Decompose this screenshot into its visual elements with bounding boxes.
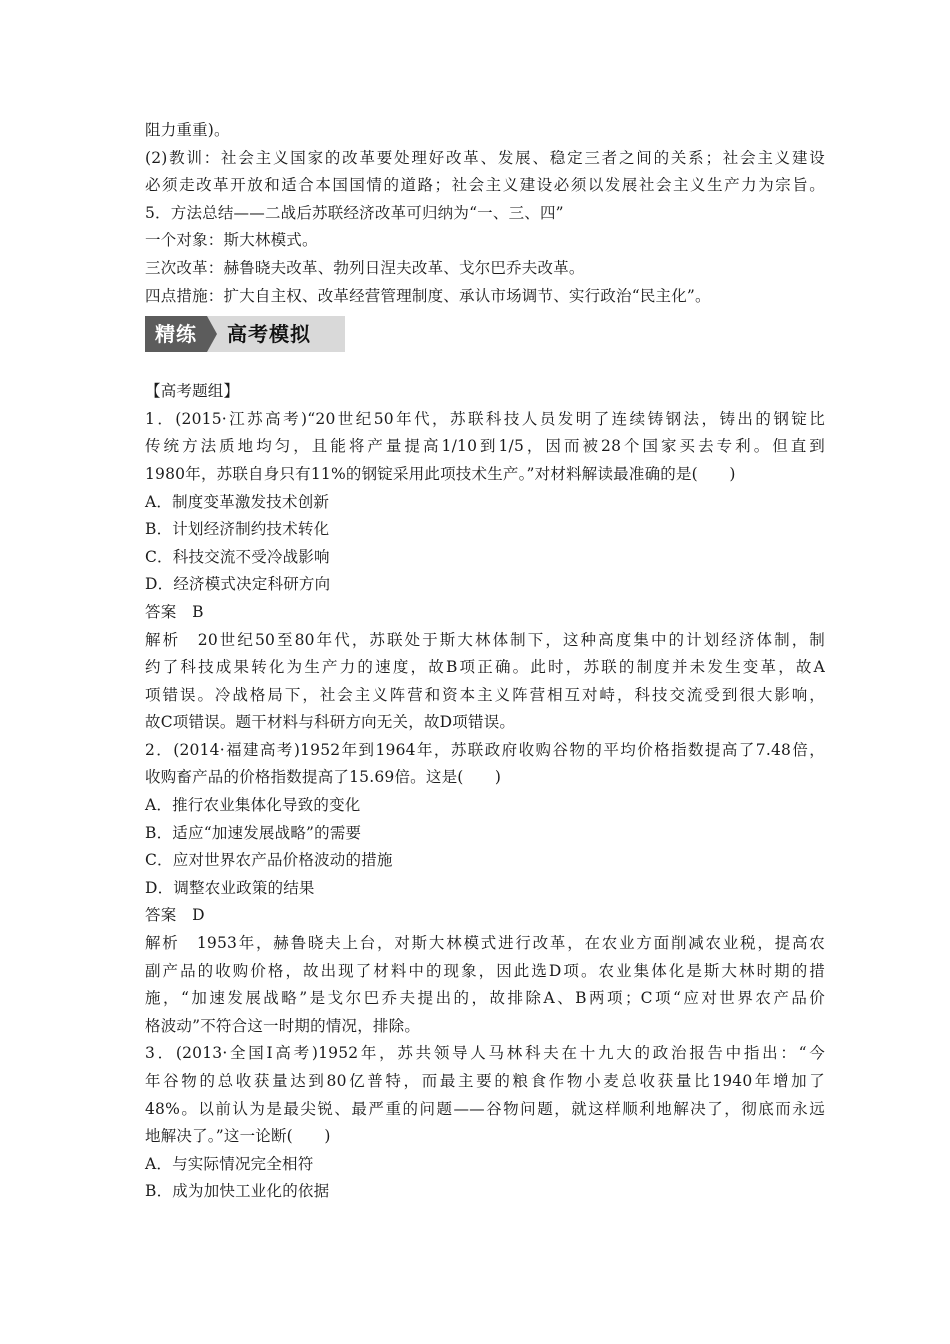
analysis-line: 施，“加速发展战略”是戈尔巴乔夫提出的，故排除A、B两项；C项“应对世界农产品价	[145, 989, 825, 1008]
banner-label-right: 高考模拟	[207, 316, 345, 352]
analysis-line: 项错误。冷战格局下，社会主义阵营和资本主义阵营相互对峙，科技交流受到很大影响，	[145, 685, 825, 704]
banner-arrow-icon	[207, 316, 217, 352]
option-b: B．适应“加速发展战略”的需要	[145, 823, 362, 842]
analysis-line: 解析 20世纪50至80年代，苏联处于斯大林体制下，这种高度集中的计划经济体制，制	[145, 630, 825, 649]
option-a: A．与实际情况完全相符	[145, 1154, 314, 1173]
option-a: A．推行农业集体化导致的变化	[145, 796, 361, 815]
section-heading: 【高考题组】	[145, 382, 240, 401]
question-stem-line: 地解决了。”这一论断( )	[145, 1127, 331, 1146]
intro-line: 阻力重重)。	[145, 121, 230, 139]
option-d: D．经济模式决定科研方向	[145, 575, 331, 594]
question-stem-line: 48%。以前认为是最尖锐、最严重的问题——谷物问题，就这样顺利地解决了，彻底而永远	[145, 1099, 825, 1118]
analysis-line: 解析 1953年，赫鲁晓夫上台，对斯大林模式进行改革，在农业方面削减农业税，提高农	[145, 934, 825, 953]
banner-label-left: 精练	[145, 316, 207, 352]
analysis-line: 故C项错误。题干材料与科研方向无关，故D项错误。	[145, 713, 516, 732]
question-stem-line: 年谷物的总收获量达到80亿普特，而最主要的粮食作物小麦总收获量比1940年增加了	[145, 1072, 825, 1090]
intro-line: 5．方法总结——二战后苏联经济改革可归纳为“一、三、四”	[145, 203, 564, 222]
section-banner	[145, 316, 345, 352]
intro-line: 一个对象：斯大林模式。	[145, 231, 318, 250]
intro-line: 必须走改革开放和适合本国国情的道路；社会主义建设必须以发展社会主义生产力为宗旨。	[145, 176, 825, 195]
analysis-line: 约了科技成果转化为生产力的速度，故B项正确。此时，苏联的制度并未发生变革，故A	[145, 658, 825, 677]
question-stem-line: 3．(2013·全国Ⅰ高考)1952年，苏共领导人马林科夫在十九大的政治报告中指出：“今	[145, 1044, 825, 1063]
question-stem-line: 1980年，苏联自身只有11%的钢锭采用此项技术生产。”对材料解读最准确的是( )	[145, 464, 736, 483]
option-a: A．制度变革激发技术创新	[145, 492, 330, 511]
intro-line: 四点措施：扩大自主权、改革经营管理制度、承认市场调节、实行政治“民主化”。	[145, 286, 711, 305]
document-page	[145, 117, 825, 1206]
analysis-line: 格波动”不符合这一时期的情况，排除。	[145, 1016, 421, 1035]
question-2	[145, 737, 825, 1041]
option-d: D．调整农业政策的结果	[145, 878, 315, 897]
question-stem-line: 1．(2015·江苏高考)“20世纪50年代，苏联科技人员发明了连续铸钢法，铸出的钢锭比	[145, 409, 825, 428]
question-3	[145, 1040, 825, 1206]
question-stem-line: 收购畜产品的价格指数提高了15.69倍。这是( )	[145, 768, 502, 787]
intro-section	[145, 117, 825, 310]
intro-line: (2)教训：社会主义国家的改革要处理好改革、发展、稳定三者之间的关系；社会主义建设	[145, 148, 825, 167]
analysis-line: 副产品的收购价格，故出现了材料中的现象，因此选D项。农业集体化是斯大林时期的措	[145, 961, 825, 980]
option-c: C．应对世界农产品价格波动的措施	[145, 851, 393, 870]
answer: 答案 D	[145, 906, 205, 925]
answer: 答案 B	[145, 602, 204, 621]
option-b: B．成为加快工业化的依据	[145, 1182, 330, 1201]
question-1	[145, 406, 825, 737]
intro-line: 三次改革：赫鲁晓夫改革、勃列日涅夫改革、戈尔巴乔夫改革。	[145, 258, 585, 277]
option-b: B．计划经济制约技术转化	[145, 520, 330, 539]
option-c: C．科技交流不受冷战影响	[145, 547, 330, 566]
question-stem-line: 2．(2014·福建高考)1952年到1964年，苏联政府收购谷物的平均价格指数提高了7.48倍，	[145, 740, 825, 759]
question-stem-line: 传统方法质地均匀，且能将产量提高1/10到1/5，因而被28个国家买去专利。但直到	[145, 437, 825, 456]
